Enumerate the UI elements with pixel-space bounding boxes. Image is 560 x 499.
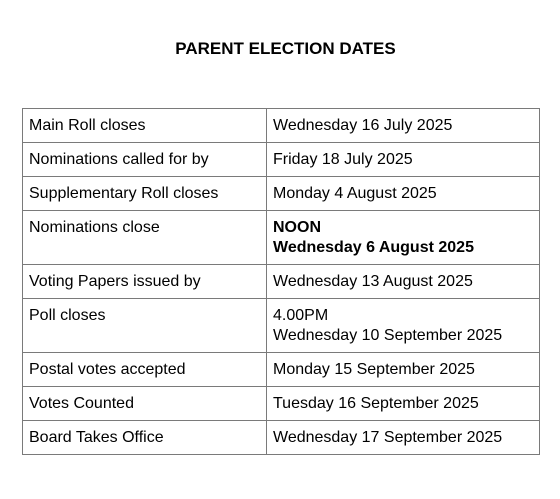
event-date-line: Monday 4 August 2025	[273, 185, 437, 202]
event-date-cell	[267, 421, 540, 455]
event-date-line: Wednesday 6 August 2025	[273, 239, 474, 256]
event-date-cell	[267, 177, 540, 211]
table-row	[23, 265, 540, 299]
event-date-cell	[267, 143, 540, 177]
event-label: Voting Papers issued by	[23, 265, 267, 299]
event-date-line: Tuesday 16 September 2025	[273, 395, 479, 412]
event-label: Votes Counted	[23, 387, 267, 421]
table-row	[23, 299, 540, 353]
table-row	[23, 177, 540, 211]
event-label: Nominations called for by	[23, 143, 267, 177]
event-label: Postal votes accepted	[23, 353, 267, 387]
table-row	[23, 109, 540, 143]
event-label: Supplementary Roll closes	[23, 177, 267, 211]
event-label: Board Takes Office	[23, 421, 267, 455]
event-label: Poll closes	[23, 299, 267, 353]
event-label: Main Roll closes	[23, 109, 267, 143]
table-row	[23, 421, 540, 455]
event-label: Nominations close	[23, 211, 267, 265]
election-dates-table	[22, 108, 540, 455]
event-date-cell	[267, 109, 540, 143]
table-row	[23, 387, 540, 421]
event-date-line: Wednesday 16 July 2025	[273, 117, 453, 134]
event-date-line: Wednesday 10 September 2025	[273, 327, 503, 344]
event-date-cell	[267, 387, 540, 421]
event-date-cell	[267, 211, 540, 265]
event-date-cell	[267, 299, 540, 353]
event-date-line: 4.00PM	[273, 307, 329, 324]
event-date-line: Wednesday 13 August 2025	[273, 273, 473, 290]
event-date-cell	[267, 265, 540, 299]
table-row	[23, 143, 540, 177]
page-title: PARENT ELECTION DATES	[175, 39, 396, 58]
event-date-line: Friday 18 July 2025	[273, 151, 413, 168]
event-date-line: NOON	[273, 219, 321, 236]
event-date-cell	[267, 353, 540, 387]
event-date-line: Monday 15 September 2025	[273, 361, 475, 378]
table-row	[23, 211, 540, 265]
event-date-line: Wednesday 17 September 2025	[273, 429, 503, 446]
table-row	[23, 353, 540, 387]
table-body	[23, 109, 540, 455]
